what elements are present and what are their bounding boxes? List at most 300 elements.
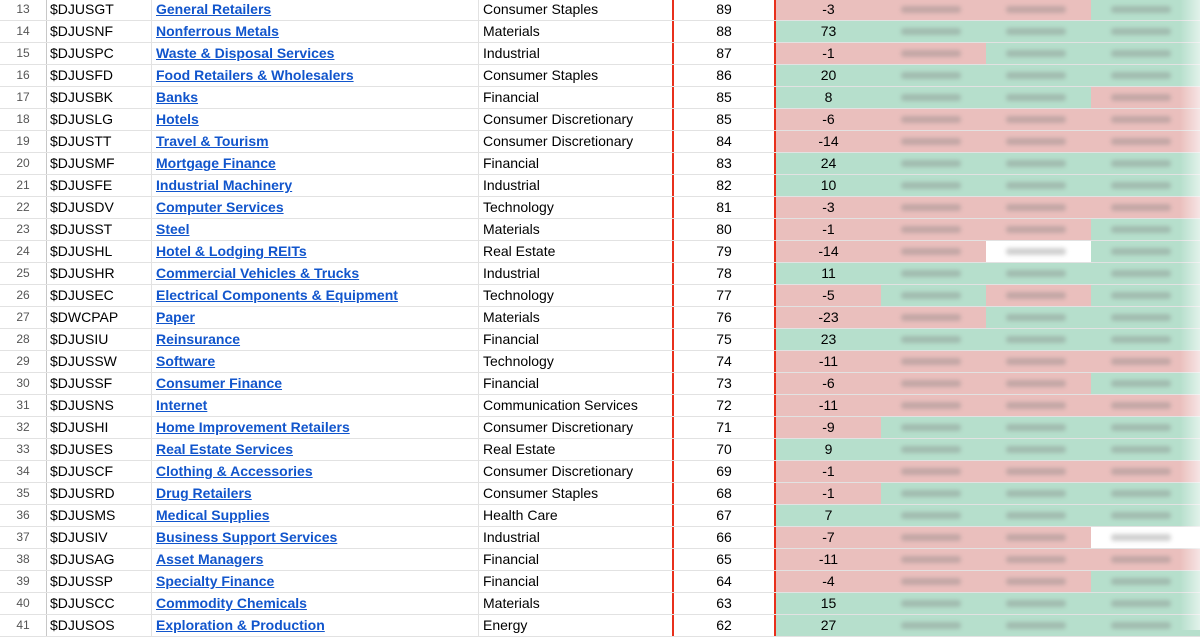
redacted-cell[interactable] (1091, 219, 1200, 240)
industry-cell[interactable] (152, 109, 479, 130)
industry-link[interactable]: Mortgage Finance (156, 155, 276, 171)
industry-cell[interactable] (152, 373, 479, 394)
redacted-cell[interactable] (1091, 483, 1200, 504)
industry-link[interactable]: Banks (156, 89, 199, 105)
score-cell[interactable]: 71 (672, 417, 776, 438)
redacted-cell[interactable] (881, 461, 986, 482)
score-cell[interactable]: 63 (672, 593, 776, 614)
ticker-cell[interactable]: $DJUSNS (47, 395, 152, 416)
row-number[interactable]: 30 (0, 373, 47, 394)
industry-link[interactable]: Electrical Components & Equipment (156, 287, 398, 303)
redacted-text (901, 160, 961, 167)
score-cell[interactable]: 73 (672, 373, 776, 394)
change-cell[interactable]: -23 (776, 307, 881, 328)
redacted-cell[interactable] (1091, 109, 1200, 130)
industry-cell[interactable] (152, 219, 479, 240)
ticker-cell[interactable]: $DJUSIV (47, 527, 152, 548)
ticker-cell[interactable]: $DJUSAG (47, 549, 152, 570)
ticker-cell[interactable]: $DJUSES (47, 439, 152, 460)
score-cell[interactable]: 82 (672, 175, 776, 196)
redacted-cell[interactable] (1091, 263, 1200, 284)
redacted-cell[interactable] (986, 175, 1091, 196)
score-cell[interactable]: 68 (672, 483, 776, 504)
change-cell[interactable]: -14 (776, 241, 881, 262)
industry-cell[interactable] (152, 549, 479, 570)
industry-cell[interactable] (152, 417, 479, 438)
row-number[interactable]: 16 (0, 65, 47, 86)
score-cell[interactable]: 78 (672, 263, 776, 284)
sector-cell[interactable]: Technology (483, 199, 554, 215)
industry-link[interactable]: Medical Supplies (156, 507, 270, 523)
redacted-cell[interactable] (986, 505, 1091, 526)
industry-link[interactable]: General Retailers (156, 1, 272, 17)
row-number[interactable]: 36 (0, 505, 47, 526)
industry-link[interactable]: Asset Managers (156, 551, 264, 567)
redacted-cell[interactable] (881, 43, 986, 64)
redacted-cell[interactable] (986, 241, 1091, 262)
row-number[interactable]: 28 (0, 329, 47, 350)
change-cell[interactable]: -6 (776, 109, 881, 130)
redacted-cell[interactable] (1091, 615, 1200, 636)
industry-cell[interactable] (152, 131, 479, 152)
change-cell[interactable]: -1 (776, 461, 881, 482)
row-number[interactable]: 33 (0, 439, 47, 460)
industry-cell[interactable] (152, 21, 479, 42)
redacted-cell[interactable] (881, 505, 986, 526)
change-cell[interactable]: -11 (776, 351, 881, 372)
sector-cell[interactable]: Industrial (483, 529, 540, 545)
change-cell[interactable]: 11 (776, 263, 881, 284)
ticker-cell[interactable]: $DJUSFE (47, 175, 152, 196)
industry-cell[interactable] (152, 571, 479, 592)
score-cell[interactable]: 83 (672, 153, 776, 174)
sector-cell[interactable]: Materials (483, 595, 540, 611)
score-cell[interactable]: 62 (672, 615, 776, 636)
change-cell[interactable]: 9 (776, 439, 881, 460)
redacted-cell[interactable] (1091, 43, 1200, 64)
change-cell[interactable]: 23 (776, 329, 881, 350)
change-cell[interactable]: 7 (776, 505, 881, 526)
industry-link[interactable]: Nonferrous Metals (156, 23, 279, 39)
redacted-cell[interactable] (881, 65, 986, 86)
redacted-cell[interactable] (881, 219, 986, 240)
ticker-cell[interactable]: $DJUSST (47, 219, 152, 240)
industry-link[interactable]: Hotel & Lodging REITs (156, 243, 307, 259)
sector-cell[interactable]: Materials (483, 309, 540, 325)
row-number[interactable]: 17 (0, 87, 47, 108)
row-number[interactable]: 14 (0, 21, 47, 42)
industry-link[interactable]: Food Retailers & Wholesalers (156, 67, 354, 83)
ticker-cell[interactable]: $DJUSEC (47, 285, 152, 306)
change-cell[interactable]: -1 (776, 43, 881, 64)
redacted-cell[interactable] (1091, 175, 1200, 196)
sector-cell[interactable]: Consumer Discretionary (483, 463, 634, 479)
industry-cell[interactable] (152, 615, 479, 636)
sector-cell[interactable]: Consumer Discretionary (483, 419, 634, 435)
redacted-text (1111, 50, 1171, 57)
redacted-cell[interactable] (986, 109, 1091, 130)
redacted-cell[interactable] (881, 87, 986, 108)
redacted-cell[interactable] (1091, 21, 1200, 42)
redacted-cell[interactable] (986, 131, 1091, 152)
change-cell[interactable]: -4 (776, 571, 881, 592)
change-cell[interactable]: 24 (776, 153, 881, 174)
change-cell[interactable]: -7 (776, 527, 881, 548)
redacted-cell[interactable] (986, 417, 1091, 438)
industry-link[interactable]: Hotels (156, 111, 199, 127)
row-number[interactable]: 15 (0, 43, 47, 64)
row-number[interactable]: 21 (0, 175, 47, 196)
industry-link[interactable]: Travel & Tourism (156, 133, 269, 149)
industry-cell[interactable] (152, 439, 479, 460)
redacted-cell[interactable] (1091, 351, 1200, 372)
score-cell[interactable]: 65 (672, 549, 776, 570)
industry-cell[interactable] (152, 505, 479, 526)
redacted-cell[interactable] (881, 197, 986, 218)
sector-cell[interactable]: Financial (483, 89, 540, 105)
change-cell[interactable]: -3 (776, 197, 881, 218)
row-number[interactable]: 31 (0, 395, 47, 416)
redacted-cell[interactable] (881, 351, 986, 372)
redacted-cell[interactable] (1091, 571, 1200, 592)
redacted-cell[interactable] (986, 593, 1091, 614)
industry-cell[interactable] (152, 285, 479, 306)
ticker-cell[interactable]: $DJUSPC (47, 43, 152, 64)
redacted-cell[interactable] (881, 307, 986, 328)
redacted-cell[interactable] (1091, 0, 1200, 20)
redacted-cell[interactable] (986, 43, 1091, 64)
industry-link[interactable]: Business Support Services (156, 529, 338, 545)
industry-link[interactable]: Paper (156, 309, 195, 325)
change-cell[interactable]: -11 (776, 395, 881, 416)
redacted-cell[interactable] (986, 307, 1091, 328)
score-cell[interactable]: 72 (672, 395, 776, 416)
redacted-cell[interactable] (881, 571, 986, 592)
redacted-cell[interactable] (881, 0, 986, 20)
redacted-cell[interactable] (881, 109, 986, 130)
sector-cell[interactable]: Materials (483, 23, 540, 39)
sector-cell[interactable]: Industrial (483, 265, 540, 281)
redacted-cell[interactable] (986, 615, 1091, 636)
change-cell[interactable]: -3 (776, 0, 881, 20)
redacted-cell[interactable] (881, 483, 986, 504)
redacted-text (1006, 622, 1066, 629)
ticker-cell[interactable]: $DJUSSF (47, 373, 152, 394)
redacted-text (1006, 314, 1066, 321)
redacted-cell[interactable] (1091, 593, 1200, 614)
ticker-cell[interactable]: $DJUSHL (47, 241, 152, 262)
ticker-cell[interactable]: $DJUSCF (47, 461, 152, 482)
industry-link[interactable]: Exploration & Production (156, 617, 325, 633)
score-cell[interactable]: 74 (672, 351, 776, 372)
ticker-cell[interactable]: $DJUSSW (47, 351, 152, 372)
redacted-cell[interactable] (986, 263, 1091, 284)
ticker-cell[interactable]: $DJUSLG (47, 109, 152, 130)
industry-link[interactable]: Real Estate Services (156, 441, 293, 457)
row-number[interactable]: 32 (0, 417, 47, 438)
row-number[interactable]: 39 (0, 571, 47, 592)
redacted-text (1111, 94, 1171, 101)
row-number[interactable]: 24 (0, 241, 47, 262)
industry-cell[interactable] (152, 87, 479, 108)
row-number[interactable]: 38 (0, 549, 47, 570)
industry-cell[interactable] (152, 395, 479, 416)
industry-cell[interactable] (152, 307, 479, 328)
industry-cell[interactable] (152, 527, 479, 548)
change-cell[interactable]: -1 (776, 219, 881, 240)
redacted-cell[interactable] (881, 549, 986, 570)
industry-link[interactable]: Commodity Chemicals (156, 595, 307, 611)
change-cell[interactable]: -5 (776, 285, 881, 306)
ticker-cell[interactable]: $DJUSGT (47, 0, 152, 20)
industry-link[interactable]: Specialty Finance (156, 573, 275, 589)
score-cell[interactable]: 86 (672, 65, 776, 86)
redacted-cell[interactable] (1091, 241, 1200, 262)
ticker-cell[interactable]: $DJUSIU (47, 329, 152, 350)
ticker-cell[interactable]: $DJUSRD (47, 483, 152, 504)
redacted-cell[interactable] (986, 87, 1091, 108)
score-cell[interactable]: 89 (672, 0, 776, 20)
redacted-cell[interactable] (986, 461, 1091, 482)
industry-cell[interactable] (152, 65, 479, 86)
redacted-cell[interactable] (1091, 153, 1200, 174)
redacted-cell[interactable] (1091, 329, 1200, 350)
industry-link[interactable]: Steel (156, 221, 190, 237)
row-number[interactable]: 40 (0, 593, 47, 614)
sector-cell[interactable]: Real Estate (483, 243, 556, 259)
redacted-text (901, 28, 961, 35)
row-number[interactable]: 34 (0, 461, 47, 482)
redacted-cell[interactable] (881, 241, 986, 262)
score-cell[interactable]: 81 (672, 197, 776, 218)
redacted-cell[interactable] (881, 21, 986, 42)
redacted-cell[interactable] (986, 395, 1091, 416)
redacted-cell[interactable] (881, 263, 986, 284)
redacted-cell[interactable] (881, 131, 986, 152)
redacted-cell[interactable] (986, 0, 1091, 20)
industry-link[interactable]: Home Improvement Retailers (156, 419, 350, 435)
sector-cell[interactable]: Consumer Discretionary (483, 133, 634, 149)
redacted-cell[interactable] (986, 219, 1091, 240)
score-cell[interactable]: 85 (672, 109, 776, 130)
redacted-cell[interactable] (986, 197, 1091, 218)
ticker-cell[interactable]: $DWCPAP (47, 307, 152, 328)
ticker-cell[interactable]: $DJUSOS (47, 615, 152, 636)
redacted-cell[interactable] (881, 527, 986, 548)
row-number[interactable]: 13 (0, 0, 47, 20)
score-cell[interactable]: 66 (672, 527, 776, 548)
row-number[interactable]: 22 (0, 197, 47, 218)
sector-cell[interactable]: Financial (483, 155, 540, 171)
industry-link[interactable]: Consumer Finance (156, 375, 283, 391)
sector-cell[interactable]: Communication Services (483, 397, 638, 413)
score-cell[interactable]: 84 (672, 131, 776, 152)
industry-cell[interactable] (152, 329, 479, 350)
ticker-cell[interactable]: $DJUSCC (47, 593, 152, 614)
table-row (0, 439, 1200, 461)
redacted-cell[interactable] (881, 373, 986, 394)
sector-cell[interactable]: Health Care (483, 507, 558, 523)
change-cell[interactable]: -6 (776, 373, 881, 394)
sector-cell[interactable]: Consumer Staples (483, 67, 599, 83)
sector-cell[interactable]: Materials (483, 221, 540, 237)
score-cell[interactable]: 75 (672, 329, 776, 350)
industry-cell[interactable] (152, 461, 479, 482)
score-cell[interactable]: 76 (672, 307, 776, 328)
redacted-cell[interactable] (1091, 65, 1200, 86)
change-cell[interactable]: -14 (776, 131, 881, 152)
sector-cell[interactable]: Financial (483, 551, 540, 567)
redacted-cell[interactable] (881, 593, 986, 614)
industry-cell[interactable] (152, 175, 479, 196)
industry-cell[interactable] (152, 197, 479, 218)
redacted-cell[interactable] (1091, 307, 1200, 328)
redacted-cell[interactable] (881, 285, 986, 306)
change-cell[interactable]: 20 (776, 65, 881, 86)
score-cell[interactable]: 80 (672, 219, 776, 240)
redacted-cell[interactable] (1091, 87, 1200, 108)
redacted-cell[interactable] (881, 153, 986, 174)
redacted-cell[interactable] (881, 439, 986, 460)
row-number[interactable]: 20 (0, 153, 47, 174)
row-number[interactable]: 18 (0, 109, 47, 130)
redacted-cell[interactable] (986, 285, 1091, 306)
redacted-cell[interactable] (1091, 131, 1200, 152)
row-number[interactable]: 29 (0, 351, 47, 372)
redacted-text (1006, 534, 1066, 541)
score-cell[interactable]: 70 (672, 439, 776, 460)
redacted-cell[interactable] (1091, 439, 1200, 460)
redacted-cell[interactable] (1091, 395, 1200, 416)
redacted-cell[interactable] (986, 439, 1091, 460)
industry-cell[interactable] (152, 263, 479, 284)
row-number[interactable]: 25 (0, 263, 47, 284)
industry-cell[interactable] (152, 241, 479, 262)
industry-cell[interactable] (152, 593, 479, 614)
industry-link[interactable]: Software (156, 353, 216, 369)
change-cell[interactable]: -9 (776, 417, 881, 438)
sector-cell[interactable]: Technology (483, 353, 554, 369)
redacted-cell[interactable] (986, 373, 1091, 394)
industry-link[interactable]: Drug Retailers (156, 485, 252, 501)
sector-cell[interactable]: Financial (483, 375, 540, 391)
ticker-cell[interactable]: $DJUSFD (47, 65, 152, 86)
redacted-cell[interactable] (986, 329, 1091, 350)
row-number[interactable]: 27 (0, 307, 47, 328)
score-cell[interactable]: 77 (672, 285, 776, 306)
change-cell[interactable]: -11 (776, 549, 881, 570)
ticker-cell[interactable]: $DJUSDV (47, 197, 152, 218)
redacted-cell[interactable] (986, 571, 1091, 592)
row-number[interactable]: 19 (0, 131, 47, 152)
redacted-cell[interactable] (881, 417, 986, 438)
redacted-cell[interactable] (986, 527, 1091, 548)
score-cell[interactable]: 87 (672, 43, 776, 64)
industry-cell[interactable] (152, 43, 479, 64)
industry-cell[interactable] (152, 483, 479, 504)
industry-link[interactable]: Waste & Disposal Services (156, 45, 335, 61)
ticker-cell[interactable]: $DJUSNF (47, 21, 152, 42)
sector-cell[interactable]: Consumer Staples (483, 1, 599, 17)
redacted-cell[interactable] (1091, 417, 1200, 438)
industry-cell[interactable] (152, 351, 479, 372)
redacted-cell[interactable] (1091, 285, 1200, 306)
score-cell[interactable]: 85 (672, 87, 776, 108)
row-number[interactable]: 26 (0, 285, 47, 306)
industry-cell[interactable] (152, 0, 479, 20)
ticker-cell[interactable]: $DJUSBK (47, 87, 152, 108)
redacted-cell[interactable] (881, 615, 986, 636)
change-cell[interactable]: -1 (776, 483, 881, 504)
change-cell[interactable]: 8 (776, 87, 881, 108)
change-cell[interactable]: 10 (776, 175, 881, 196)
score-cell[interactable]: 79 (672, 241, 776, 262)
redacted-text (1006, 490, 1066, 497)
row-number[interactable]: 41 (0, 615, 47, 636)
change-cell[interactable]: 15 (776, 593, 881, 614)
sector-cell[interactable]: Consumer Staples (483, 485, 599, 501)
redacted-cell[interactable] (881, 329, 986, 350)
redacted-cell[interactable] (1091, 527, 1200, 548)
score-cell[interactable]: 69 (672, 461, 776, 482)
row-number[interactable]: 23 (0, 219, 47, 240)
redacted-cell[interactable] (1091, 505, 1200, 526)
score-cell[interactable]: 67 (672, 505, 776, 526)
industry-link[interactable]: Reinsurance (156, 331, 241, 347)
sector-cell[interactable]: Real Estate (483, 441, 556, 457)
redacted-cell[interactable] (986, 351, 1091, 372)
redacted-cell[interactable] (1091, 373, 1200, 394)
industry-link[interactable]: Commercial Vehicles & Trucks (156, 265, 360, 281)
redacted-cell[interactable] (1091, 461, 1200, 482)
industry-cell[interactable] (152, 153, 479, 174)
industry-link[interactable]: Computer Services (156, 199, 284, 215)
sector-cell[interactable]: Consumer Discretionary (483, 111, 634, 127)
change-cell[interactable]: 27 (776, 615, 881, 636)
sector-cell[interactable]: Financial (483, 331, 540, 347)
ticker-cell[interactable]: $DJUSTT (47, 131, 152, 152)
row-number[interactable]: 35 (0, 483, 47, 504)
redacted-cell[interactable] (881, 395, 986, 416)
redacted-cell[interactable] (986, 65, 1091, 86)
redacted-cell[interactable] (881, 175, 986, 196)
sector-cell[interactable]: Technology (483, 287, 554, 303)
ticker-cell[interactable]: $DJUSSP (47, 571, 152, 592)
ticker-cell[interactable]: $DJUSHI (47, 417, 152, 438)
redacted-cell[interactable] (986, 483, 1091, 504)
row-number[interactable]: 37 (0, 527, 47, 548)
redacted-cell[interactable] (986, 549, 1091, 570)
sector-cell[interactable]: Financial (483, 573, 540, 589)
ticker-cell[interactable]: $DJUSMS (47, 505, 152, 526)
score-cell[interactable]: 88 (672, 21, 776, 42)
change-cell[interactable]: 73 (776, 21, 881, 42)
industry-link[interactable]: Internet (156, 397, 208, 413)
industry-link[interactable]: Industrial Machinery (156, 177, 293, 193)
industry-link[interactable]: Clothing & Accessories (156, 463, 313, 479)
sector-cell[interactable]: Energy (483, 617, 528, 633)
score-cell[interactable]: 64 (672, 571, 776, 592)
redacted-cell[interactable] (1091, 549, 1200, 570)
sector-cell[interactable]: Industrial (483, 45, 540, 61)
ticker-cell[interactable]: $DJUSMF (47, 153, 152, 174)
redacted-cell[interactable] (986, 153, 1091, 174)
ticker-cell[interactable]: $DJUSHR (47, 263, 152, 284)
redacted-cell[interactable] (1091, 197, 1200, 218)
redacted-cell[interactable] (986, 21, 1091, 42)
redacted-text (1006, 446, 1066, 453)
sector-cell[interactable]: Industrial (483, 177, 540, 193)
